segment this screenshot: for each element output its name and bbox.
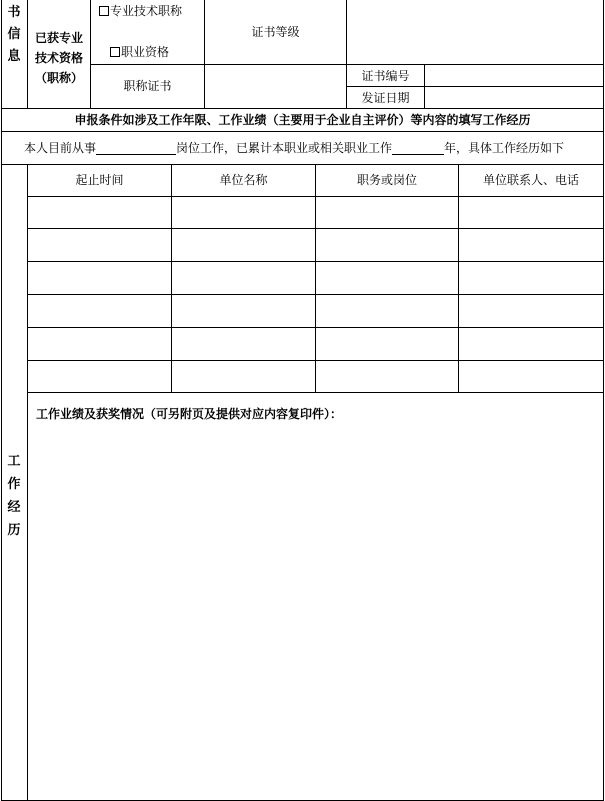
cell-position[interactable] (316, 328, 458, 360)
cell-contact[interactable] (459, 197, 603, 228)
header-period: 起止时间 (75, 173, 124, 187)
cell-employer[interactable] (172, 229, 315, 261)
side-char: 历 (7, 523, 21, 538)
cell-period[interactable] (28, 295, 171, 327)
side-char: 书 (7, 5, 21, 20)
cert-section-label (4, 2, 24, 68)
work-section-label (4, 450, 24, 542)
cert-grade-field[interactable] (347, 1, 603, 64)
cell-position[interactable] (316, 295, 458, 327)
notice-text: 申报条件如涉及工作年限、工作业绩（主要用于企业自主评价）等内容的填写工作经历 (74, 113, 531, 127)
cell-employer[interactable] (172, 262, 315, 294)
years-blank[interactable] (392, 141, 444, 155)
cell-contact[interactable] (459, 262, 603, 294)
cell-period[interactable] (28, 197, 171, 228)
achievements-label: 工作业绩及获奖情况（可另附页及提供对应内容复印件）： (36, 407, 343, 421)
header-employer: 单位名称 (219, 173, 268, 187)
option-title-checkbox[interactable] (99, 4, 182, 18)
qualification-label: 已获专业 技术资格 （职称） (34, 31, 83, 85)
option-vocational-checkbox[interactable] (110, 45, 169, 59)
header-position: 职务或岗位 (356, 173, 417, 187)
side-char: 作 (7, 477, 21, 492)
current-post-blank[interactable] (96, 141, 176, 155)
work-statement: 本人目前从事 岗位工作，已累计本职业或相关职业工作 年，具体工作经历如下 (24, 141, 565, 155)
checkbox-icon[interactable] (110, 47, 120, 57)
cell-employer[interactable] (172, 328, 315, 360)
cell-period[interactable] (28, 328, 171, 360)
cell-position[interactable] (316, 229, 458, 261)
option-vocational-label: 职业资格 (121, 45, 170, 59)
title-cert-label: 职称证书 (123, 79, 172, 93)
side-char: 息 (7, 49, 21, 64)
issue-date-label: 发证日期 (361, 91, 410, 105)
cell-period[interactable] (28, 361, 171, 392)
title-cert-field[interactable] (205, 65, 346, 108)
cell-employer[interactable] (172, 361, 315, 392)
cert-number-label: 证书编号 (361, 69, 410, 83)
cell-position[interactable] (316, 361, 458, 392)
cell-contact[interactable] (459, 229, 603, 261)
achievements-field[interactable] (28, 425, 603, 799)
cell-position[interactable] (316, 262, 458, 294)
cell-period[interactable] (28, 229, 171, 261)
cell-position[interactable] (316, 197, 458, 228)
header-contact: 单位联系人、电话 (482, 173, 579, 187)
cert-number-field[interactable] (425, 65, 603, 86)
side-char: 经 (7, 500, 21, 515)
checkbox-icon[interactable] (99, 6, 109, 16)
cell-employer[interactable] (172, 197, 315, 228)
cell-employer[interactable] (172, 295, 315, 327)
side-char: 工 (7, 454, 21, 469)
cell-contact[interactable] (459, 361, 603, 392)
cert-grade-label: 证书等级 (251, 25, 300, 39)
issue-date-field[interactable] (425, 87, 603, 108)
cell-contact[interactable] (459, 328, 603, 360)
cell-period[interactable] (28, 262, 171, 294)
side-char: 信 (7, 27, 21, 42)
option-title-label: 专业技术职称 (110, 4, 183, 18)
cell-contact[interactable] (459, 295, 603, 327)
